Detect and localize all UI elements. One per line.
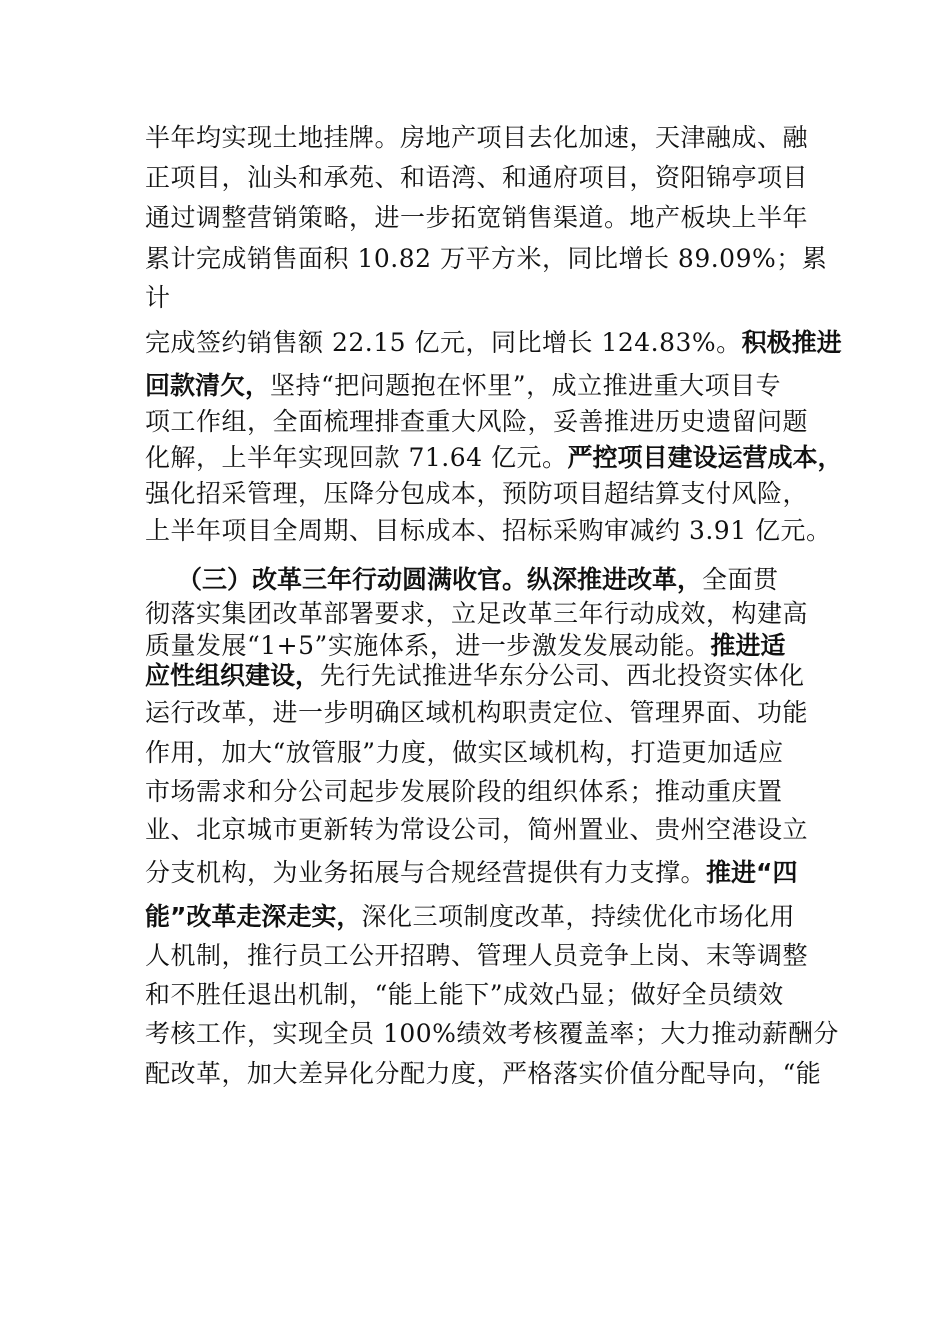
text-line: [145, 122, 808, 154]
text-line: [145, 370, 781, 402]
text-span: 业、北京城市更新转为常设公司，简州置业、贵州空港设立: [145, 815, 809, 844]
text-span: 运行改革，进一步明确区域机构职责定位、管理界面、功能: [145, 698, 809, 727]
text-span: 全面贯: [702, 565, 779, 594]
text-span: 分支机构，为业务拓展与合规经营提供有力支撑。: [145, 858, 707, 887]
text-line: [145, 202, 808, 234]
bold-span: 推进适: [710, 631, 786, 660]
text-span: 累计完成销售面积 10.82 万平方米，同比增长 89.09%；累: [145, 244, 828, 273]
text-span: 和不胜任退出机制，“能上能下”成效凸显；做好全员绩效: [145, 980, 784, 1009]
text-span: 先行先试推进华东分公司、西北投资实体化: [320, 661, 805, 690]
text-line: [145, 1018, 839, 1050]
text-line: [145, 857, 797, 889]
text-span: 人机制，推行员工公开招聘、管理人员竞争上岗、末等调整: [145, 941, 809, 970]
text-span: 完成签约销售额 22.15 亿元，同比增长 124.83%。: [145, 328, 742, 357]
text-span: 半年均实现土地挂牌。房地产项目去化加速，天津融成、融: [145, 123, 809, 152]
bold-span: 推进“四: [706, 858, 798, 887]
text-line: [145, 737, 784, 769]
text-line: [145, 776, 783, 808]
text-span: 坚持“把问题抱在怀里”，成立推进重大项目专: [270, 371, 782, 400]
text-span: 正项目，汕头和承苑、和语湾、和通府项目，资阳锦亭项目: [145, 163, 809, 192]
text-span: 上半年项目全周期、目标成本、招标采购审减约 3.91 亿元。: [145, 516, 832, 545]
text-line: [145, 243, 827, 275]
text-line: [145, 478, 808, 510]
text-span: 深化三项制度改革，持续优化市场化用: [361, 902, 795, 931]
text-span: 考核工作，实现全员 100%绩效考核覆盖率；大力推动薪酬分: [145, 1019, 839, 1048]
text-line: [145, 598, 808, 630]
text-line: [145, 940, 808, 972]
text-line: [145, 327, 842, 359]
text-line: [145, 814, 808, 846]
text-span: 作用，加大“放管服”力度，做实区域机构，打造更加适应: [145, 738, 784, 767]
text-line: [177, 564, 779, 596]
text-line: [145, 1058, 821, 1090]
text-line: [145, 442, 842, 474]
text-line: [145, 901, 795, 933]
text-span: 配改革，加大差异化分配力度，严格落实价值分配导向，“能: [145, 1059, 822, 1088]
text-span: 化解，上半年实现回款 71.64 亿元。: [145, 443, 568, 472]
text-span: 市场需求和分公司起步发展阶段的组织体系；推动重庆置: [145, 777, 783, 806]
text-line: [145, 282, 171, 314]
bold-span: （三）改革三年行动圆满收官。纵深推进改革，: [177, 565, 703, 594]
text-line: [145, 697, 808, 729]
text-span: 彻落实集团改革部署要求，立足改革三年行动成效，构建高: [145, 599, 809, 628]
text-line: [145, 979, 784, 1011]
bold-span: 积极推进: [741, 328, 842, 357]
text-span: 通过调整营销策略，进一步拓宽销售渠道。地产板块上半年: [145, 203, 809, 232]
text-line: [145, 630, 785, 662]
bold-span: 应性组织建设，: [145, 661, 321, 690]
text-span: 计: [145, 283, 171, 312]
text-span: 质量发展“1+5”实施体系，进一步激发发展动能。: [145, 631, 711, 660]
text-line: [145, 515, 832, 547]
text-line: [145, 406, 808, 438]
text-line: [145, 660, 805, 692]
text-span: 强化招采管理，压降分包成本，预防项目超结算支付风险，: [145, 479, 809, 508]
bold-span: 严控项目建设运营成本，: [567, 443, 843, 472]
bold-span: 能”改革走深走实，: [145, 902, 362, 931]
text-line: [145, 162, 808, 194]
bold-span: 回款清欠，: [145, 371, 271, 400]
text-span: 项工作组，全面梳理排查重大风险，妥善推进历史遗留问题: [145, 407, 809, 436]
